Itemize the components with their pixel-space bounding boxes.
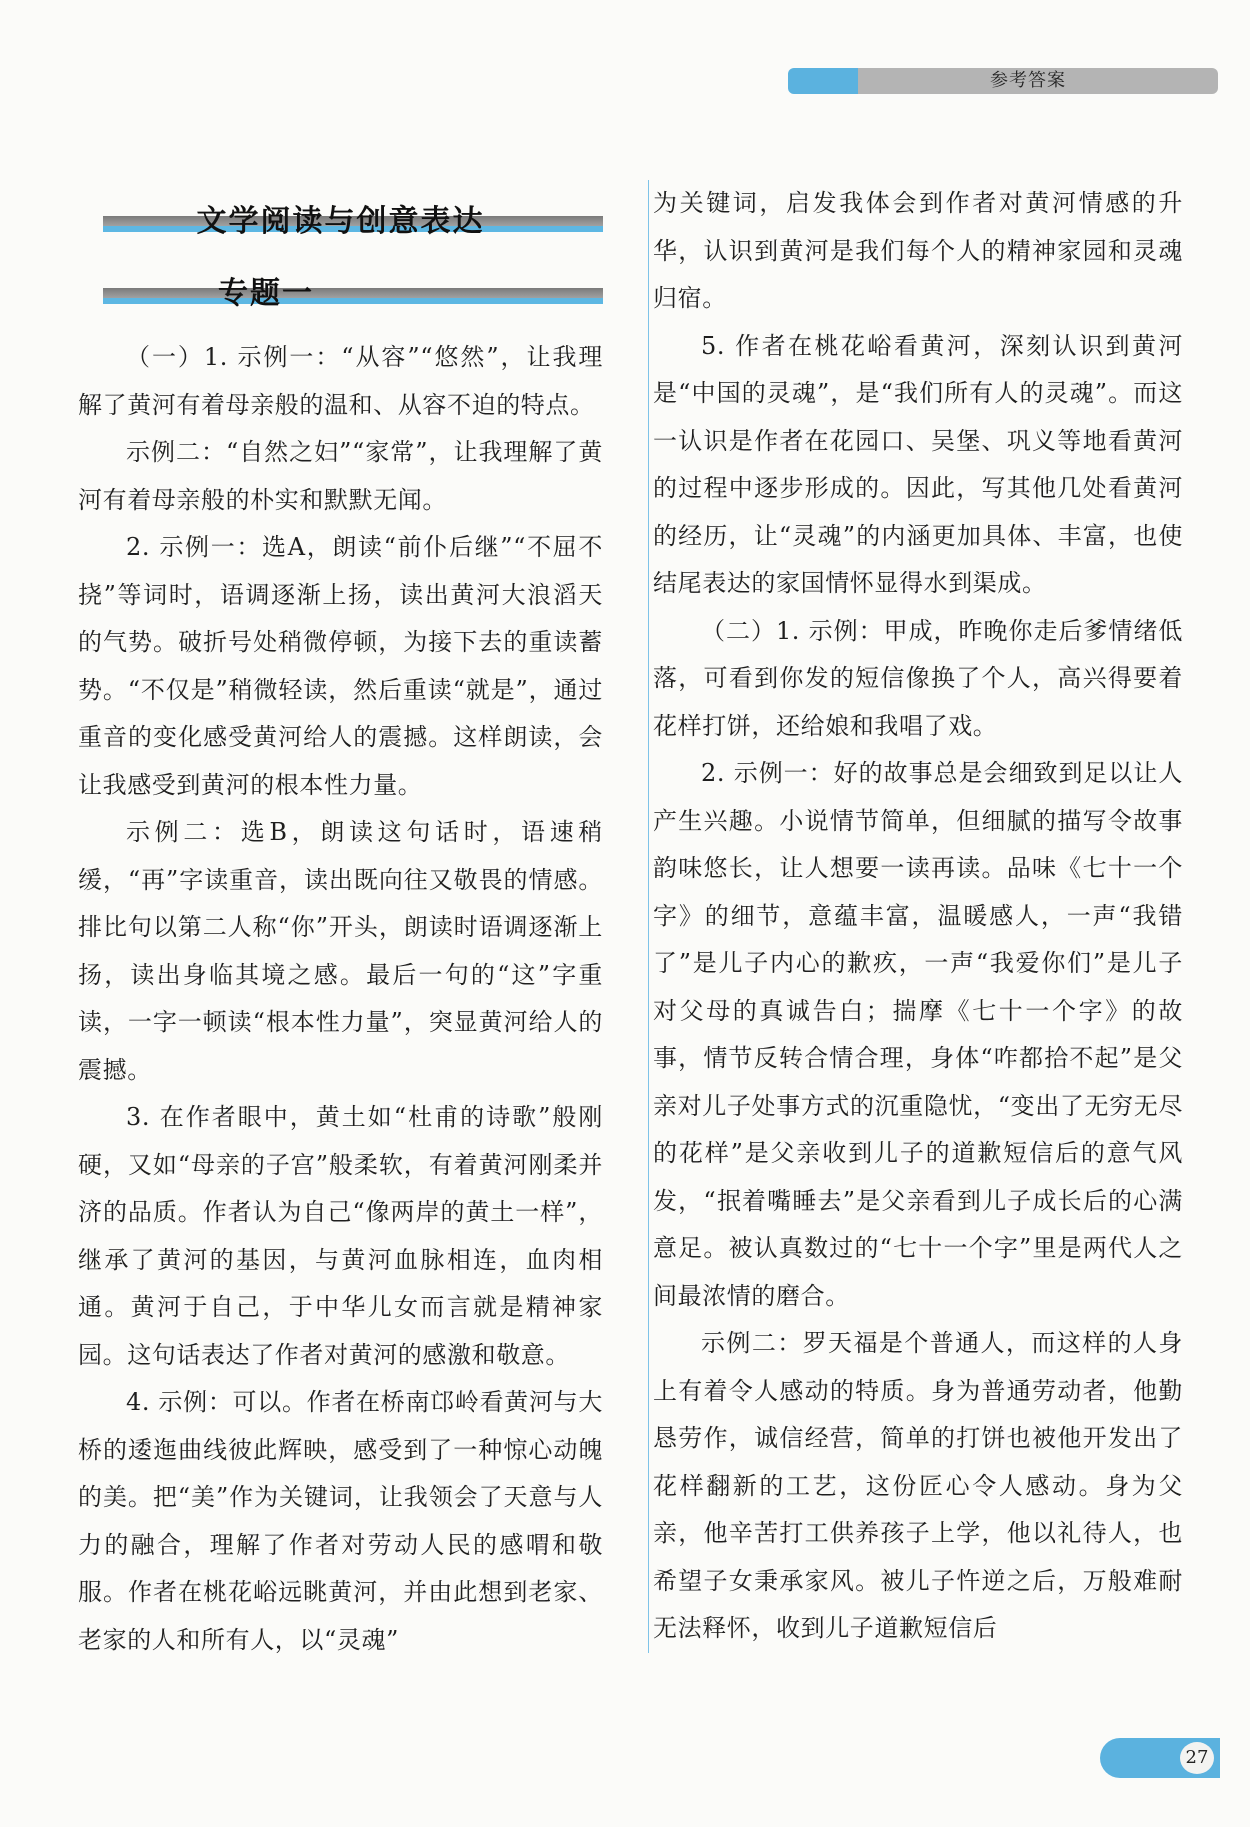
section-subtitle-text: 专题一 bbox=[218, 276, 314, 311]
paragraph: 示例二：“自然之妇”“家常”，让我理解了黄河有着母亲般的朴实和默默无闻。 bbox=[78, 438, 603, 514]
paragraph: 示例二：选B，朗读这句话时，语速稍缓，“再”字读重音，读出既向往又敬畏的情感。排比句以第二人称“你”开头，朗读时语调逐渐上扬，读出身临其境之感。最后一句的“这”字重读，一字一顿读“根本性力量”，突显黄河给人的震撼。 bbox=[78, 818, 603, 1084]
page-number-badge bbox=[1100, 1738, 1220, 1778]
paragraph: （二）1. 示例：甲成，昨晚你走后爹情绪低落，可看到你发的短信像换了个人，高兴得要着花样打饼，还给娘和我唱了戏。 bbox=[653, 616, 1183, 740]
header-bar bbox=[788, 68, 1218, 94]
paragraph: 3. 在作者眼中，黄土如“杜甫的诗歌”般刚硬，又如“母亲的子宫”般柔软，有着黄河刚柔并济的品质。作者认为自己“像两岸的黄土一样”，继承了黄河的基因，与黄河血脉相连，血肉相通。黄河于自己，于中华儿女而言就是精神家园。这句话表达了作者对黄河的感激和敬意。 bbox=[78, 1103, 603, 1369]
paragraph: 4. 示例：可以。作者在桥南邙岭看黄河与大桥的逶迤曲线彼此辉映，感受到了一种惊心动魄的美。把“美”作为关键词，让我领会了天意与人力的融合，理解了作者对劳动人民的感喟和敬服。作者在桃花峪远眺黄河，并由此想到老家、老家的人和所有人，以“灵魂” bbox=[78, 1388, 603, 1654]
paragraph: 2. 示例一：好的故事总是会细致到足以让人产生兴趣。小说情节简单，但细腻的描写令故事韵味悠长，让人想要一读再读。品味《七十一个字》的细节，意蕴丰富，温暖感人，一声“我错了”是儿子内心的歉疚，一声“我爱你们”是儿子对父母的真诚告白；揣摩《七十一个字》的故事，情节反转合情合理，身体“咋都拾不起”是父亲对儿子处事方式的沉重隐忧，“变出了无穷无尽的花样”是父亲收到儿子的道歉短信后的意气风发，“抿着嘴睡去”是父亲看到儿子成长后的心满意足。被认真数过的“七十一个字”里是两代人之间最浓情的磨合。 bbox=[653, 759, 1183, 1310]
paragraph: 为关键词，启发我体会到作者对黄河情感的升华，认识到黄河是我们每个人的精神家园和灵魂归宿。 bbox=[653, 189, 1183, 312]
header-label: 参考答案 bbox=[990, 70, 1066, 91]
header-accent-blue bbox=[788, 68, 858, 94]
right-column bbox=[648, 180, 1183, 1653]
section-title-text: 文学阅读与创意表达 bbox=[196, 204, 485, 239]
paragraph: 2. 示例一：选A，朗读“前仆后继”“不屈不挠”等词时，语调逐渐上扬，读出黄河大浪滔天的气势。破折号处稍微停顿，为接下去的重读蓄势。“不仅是”稍微轻读，然后重读“就是”，通过重音的变化感受黄河给人的震撼。这样朗读，会让我感受到黄河的根本性力量。 bbox=[78, 533, 603, 799]
page-number: 27 bbox=[1180, 1742, 1214, 1774]
section-subtitle bbox=[78, 262, 603, 312]
paragraph: 示例二：罗天福是个普通人，而这样的人身上有着令人感动的特质。身为普通劳动者，他勤恳劳作，诚信经营，简单的打饼也被他开发出了花样翻新的工艺，这份匠心令人感动。身为父亲，他辛苦打工供养孩子上学，他以礼待人，也希望子女秉承家风。被儿子忤逆之后，万般难耐无法释怀，收到儿子道歉短信后 bbox=[653, 1329, 1183, 1642]
paragraph: 5. 作者在桃花峪看黄河，深刻认识到黄河是“中国的灵魂”，是“我们所有人的灵魂”。而这一认识是作者在花园口、吴堡、巩义等地看黄河的过程中逐步形成的。因此，写其他几处看黄河的经历，让“灵魂”的内涵更加具体、丰富，也使结尾表达的家国情怀显得水到渠成。 bbox=[653, 331, 1183, 597]
paragraph: （一）1. 示例一：“从容”“悠然”，让我理解了黄河有着母亲般的温和、从容不迫的特点。 bbox=[78, 343, 603, 419]
left-column bbox=[78, 190, 603, 1664]
section-title bbox=[78, 190, 603, 240]
